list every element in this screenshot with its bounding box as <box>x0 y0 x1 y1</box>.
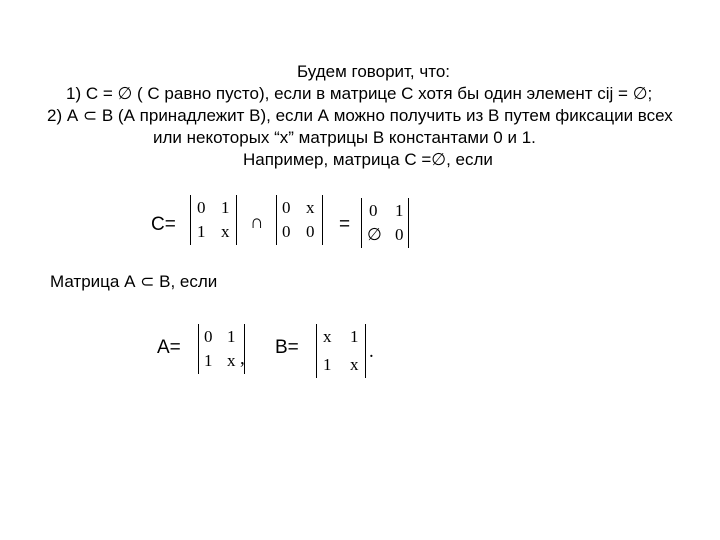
intro-line: Будем говорит, что: <box>297 62 451 81</box>
matrix-cell: 1 <box>227 327 236 346</box>
matrix-c3 <box>361 198 409 248</box>
matrix-cell: 0 <box>282 198 291 217</box>
period: . <box>369 341 374 362</box>
matrix-cell: 1 <box>204 351 213 370</box>
matrix-c1 <box>190 195 237 245</box>
matrix-cell: x <box>350 355 359 374</box>
matrix-cell: 0 <box>306 222 315 241</box>
comma: , <box>240 348 245 369</box>
matrix-cell: 1 <box>197 222 206 241</box>
matrix-cell: 1 <box>350 327 359 346</box>
intersection-operator: ∩ <box>250 212 264 233</box>
matrix-cell: x <box>306 198 315 217</box>
matrix-cell: ∅ <box>367 225 382 244</box>
rule-1-line: 1) С = ∅ ( С равно пусто), если в матрице С хотя бы один элемент cij = ∅; <box>66 84 653 103</box>
c-label: C= <box>151 214 176 235</box>
matrix-cell: 1 <box>395 201 404 220</box>
matrix-cell: 0 <box>197 198 206 217</box>
matrix-cell: x <box>323 327 332 346</box>
matrix-cell: 0 <box>369 201 378 220</box>
matrix-a <box>198 324 245 374</box>
equals-sign: = <box>339 214 351 235</box>
matrix-c2 <box>276 195 323 245</box>
example-line: Например, матрица С =∅, если <box>243 150 493 169</box>
matrix-cell: 0 <box>204 327 213 346</box>
matrix-b <box>316 324 366 378</box>
matrix-cell: 1 <box>323 355 332 374</box>
matrix-cell: 1 <box>221 198 230 217</box>
b-label: B= <box>275 337 299 358</box>
rule-2-line: 2) А ⊂ В (А принадлежит В), если А можно получить из В путем фиксации всех <box>47 106 673 125</box>
matrix-cell: 0 <box>282 222 291 241</box>
subset-example-line: Матрица А ⊂ В, если <box>50 272 218 291</box>
a-label: A= <box>157 337 181 358</box>
rule-2-continuation: или некоторых “х” матрицы В константами 0 и 1. <box>153 128 536 147</box>
matrix-cell: 0 <box>395 225 404 244</box>
matrix-cell: x <box>227 351 236 370</box>
matrix-cell: x <box>221 222 230 241</box>
